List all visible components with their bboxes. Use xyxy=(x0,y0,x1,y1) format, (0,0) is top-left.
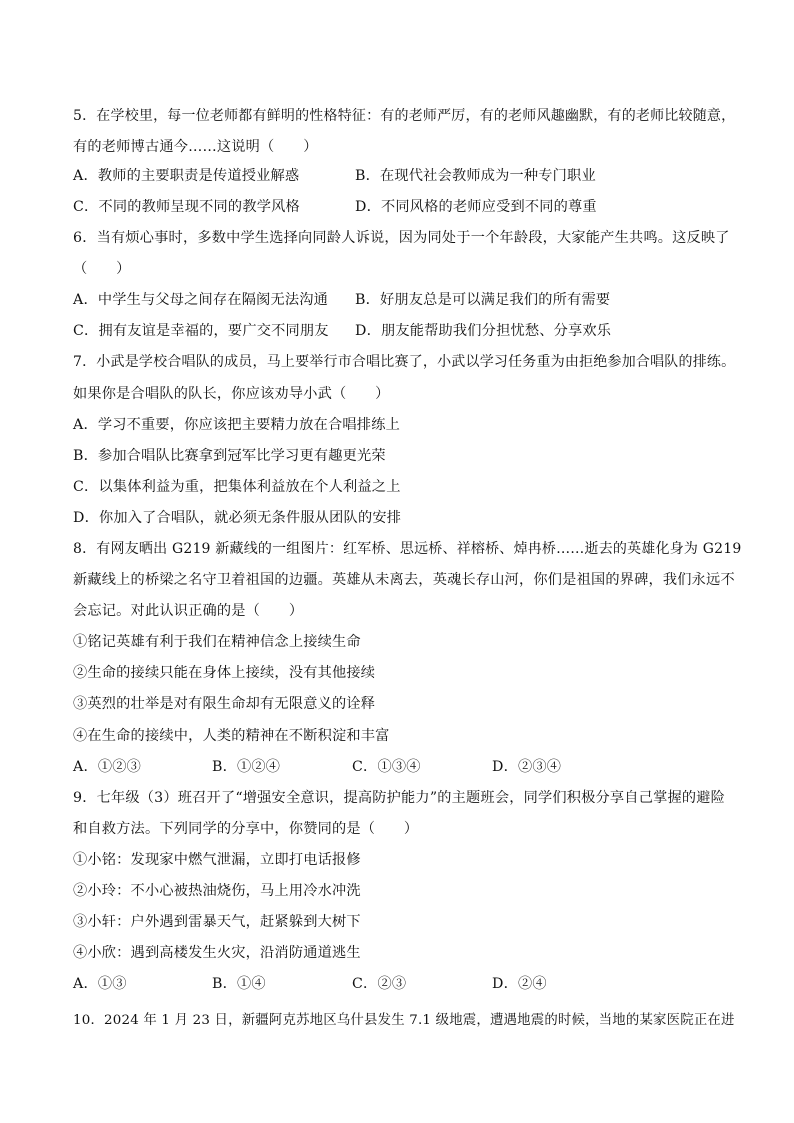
q8-option-d: D．②③④ xyxy=(492,759,562,775)
q7-option-a: A．学习不重要，你应该把主要精力放在合唱排练上 xyxy=(73,417,400,433)
q8-statement-4: ④在生命的接续中，人类的精神在不断积淀和丰富 xyxy=(73,728,390,744)
q9-statement-2: ②小玲：不小心被热油烧伤，马上用冷水冲洗 xyxy=(73,883,361,899)
q10-stem-line-1: 10．2024 年 1 月 23 日，新疆阿克苏地区乌什县发生 7.1 级地震，遭遇地震的时候，当地的某家医院正在进 xyxy=(73,1013,735,1028)
q9-statement-3: ③小轩：户外遇到雷暴天气，赶紧躲到大树下 xyxy=(73,914,361,930)
q7-stem-line-2: 如果你是合唱队的队长，你应该劝导小武（ ） xyxy=(73,386,390,402)
q8-statement-3: ③英烈的壮举是对有限生命却有无限意义的诠释 xyxy=(73,696,376,712)
q6-option-c: C．拥有友谊是幸福的，要广交不同朋友 xyxy=(73,323,329,339)
q6-option-d: D．朋友能帮助我们分担忧愁、分享欢乐 xyxy=(355,323,612,339)
q6-option-b: B．好朋友总是可以满足我们的所有需要 xyxy=(355,292,611,308)
q8-option-c: C．①③④ xyxy=(352,759,421,775)
q5-option-a: A．教师的主要职责是传道授业解惑 xyxy=(73,168,300,184)
q9-option-a: A．①③ xyxy=(73,976,127,992)
q5-stem-line-1: 5．在学校里，每一位老师都有鲜明的性格特征：有的老师严厉，有的老师风趣幽默，有的老师比较随意， xyxy=(73,108,736,124)
q8-statement-2: ②生命的接续只能在身体上接续，没有其他接续 xyxy=(73,665,376,681)
q9-stem-line-2: 和自救方法。下列同学的分享中，你赞同的是（ ） xyxy=(73,821,419,837)
q9-option-c: C．②③ xyxy=(352,976,407,992)
q9-option-b: B．①④ xyxy=(212,976,266,992)
q5-stem-line-2: 有的老师博古通今……这说明（ ） xyxy=(73,139,318,155)
q5-option-d: D．不同风格的老师应受到不同的尊重 xyxy=(355,199,597,215)
q8-statement-1: ①铭记英雄有利于我们在精神信念上接续生命 xyxy=(73,634,361,650)
q6-stem-line-2: （ ） xyxy=(73,261,131,277)
q9-option-d: D．②④ xyxy=(492,976,547,992)
q9-statement-1: ①小铭：发现家中燃气泄漏，立即打电话报修 xyxy=(73,852,361,868)
q8-option-b: B．①②④ xyxy=(212,759,281,775)
q7-option-d: D．你加入了合唱队，就必须无条件服从团队的安排 xyxy=(73,510,402,526)
q9-statement-4: ④小欣：遇到高楼发生火灾，沿消防通道逃生 xyxy=(73,945,361,961)
q6-stem-line-1: 6．当有烦心事时，多数中学生选择向同龄人诉说，因为同处于一个年龄段，大家能产生共鸣。这反映了 xyxy=(73,230,730,246)
q7-option-b: B．参加合唱队比赛拿到冠军比学习更有趣更光荣 xyxy=(73,448,386,464)
q6-option-a: A．中学生与父母之间存在隔阂无法沟通 xyxy=(73,292,329,308)
q8-stem-line-3: 会忘记。对此认识正确的是（ ） xyxy=(73,603,304,619)
q5-option-c: C．不同的教师呈现不同的教学风格 xyxy=(73,199,300,215)
q7-stem-line-1: 7．小武是学校合唱队的成员，马上要举行市合唱比赛了，小武以学习任务重为由拒绝参加合唱队的排练。 xyxy=(73,354,736,370)
q8-option-a: A．①②③ xyxy=(73,759,141,775)
q8-stem-line-1: 8．有网友晒出 G219 新藏线的一组图片：红军桥、思远桥、祥榕桥、焯冉桥……逝去的英雄化身为 G219 xyxy=(73,541,742,557)
q9-stem-line-1: 9．七年级（3）班召开了“增强安全意识，提高防护能力”的主题班会，同学们积极分享自己掌握的避险 xyxy=(73,790,726,806)
q7-option-c: C．以集体利益为重，把集体利益放在个人利益之上 xyxy=(73,479,401,495)
q5-option-b: B．在现代社会教师成为一种专门职业 xyxy=(355,168,596,184)
q8-stem-line-2: 新藏线上的桥梁之名守卫着祖国的边疆。英雄从未离去，英魂长存山河，你们是祖国的界碑，我们永远不 xyxy=(73,572,735,588)
